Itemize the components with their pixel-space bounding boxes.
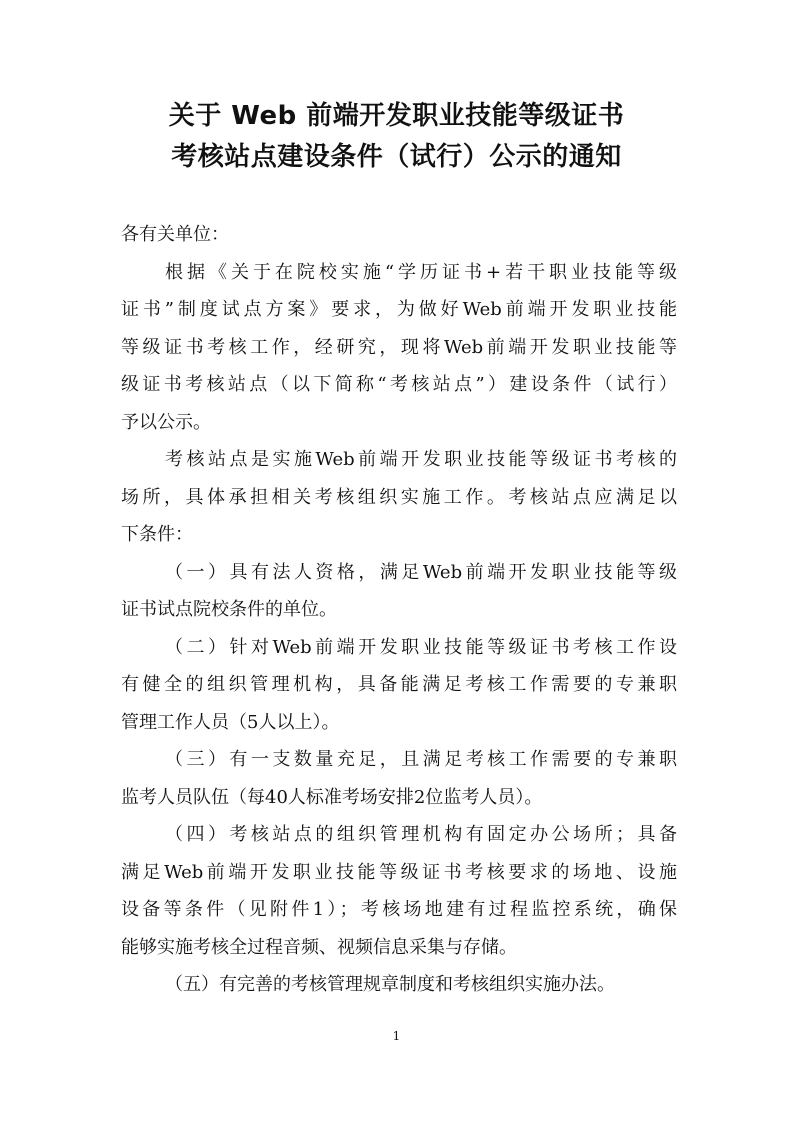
page-number: 1: [392, 1029, 401, 1043]
salutation: 各有关单位：: [121, 224, 229, 245]
paragraph-line: 有健全的组织管理机构，具备能满足考核工作需要的专兼职: [121, 674, 677, 695]
paragraph-line: 级证书考核站点（以下简称“考核站点”）建设条件（试行）: [121, 374, 677, 395]
paragraph-line: 监考人员队伍（每40人标准考场安排2位监考人员）。: [121, 786, 543, 808]
document-title-line-2: 考核站点建设条件（试行）公示的通知: [171, 142, 622, 172]
paragraph-line: （三）有一支数量充足，且满足考核工作需要的专兼职: [165, 749, 677, 770]
paragraph-line: 根据《关于在院校实施“学历证书+若干职业技能等级: [165, 261, 677, 283]
document-body: [121, 216, 677, 1004]
paragraph-line: 场所，具体承担相关考核组织实施工作。考核站点应满足以: [121, 486, 677, 508]
paragraph-line: 管理工作人员（5人以上）。: [121, 711, 340, 733]
paragraph-line: 能够实施考核全过程音频、视频信息采集与存储。: [121, 936, 517, 958]
paragraph-line: 证书试点院校条件的单位。: [121, 599, 337, 620]
paragraph-line: 考核站点是实施Web前端开发职业技能等级证书考核的: [165, 449, 677, 470]
paragraph-line: 证书”制度试点方案》要求，为做好Web前端开发职业技能: [121, 299, 677, 320]
paragraph-line: （四）考核站点的组织管理机构有固定办公场所；具备: [165, 824, 677, 845]
paragraph-line: 下条件：: [121, 524, 193, 545]
paragraph-line: （五）有完善的考核管理规章制度和考核组织实施办法。: [165, 974, 615, 995]
paragraph-line: （二）针对Web前端开发职业技能等级证书考核工作设: [165, 636, 677, 658]
paragraph-line: 予以公示。: [121, 411, 211, 433]
paragraph-line: （一）具有法人资格，满足Web前端开发职业技能等级: [165, 561, 677, 583]
paragraph-line: 等级证书考核工作，经研究，现将Web前端开发职业技能等: [121, 336, 677, 358]
paragraph-line: 设备等条件（见附件1）；考核场地建有过程监控系统，确保: [121, 899, 677, 920]
paragraph-line: 满足Web前端开发职业技能等级证书考核要求的场地、设施: [121, 861, 677, 883]
document-title-line-1: 关于 Web 前端开发职业技能等级证书: [168, 101, 625, 131]
